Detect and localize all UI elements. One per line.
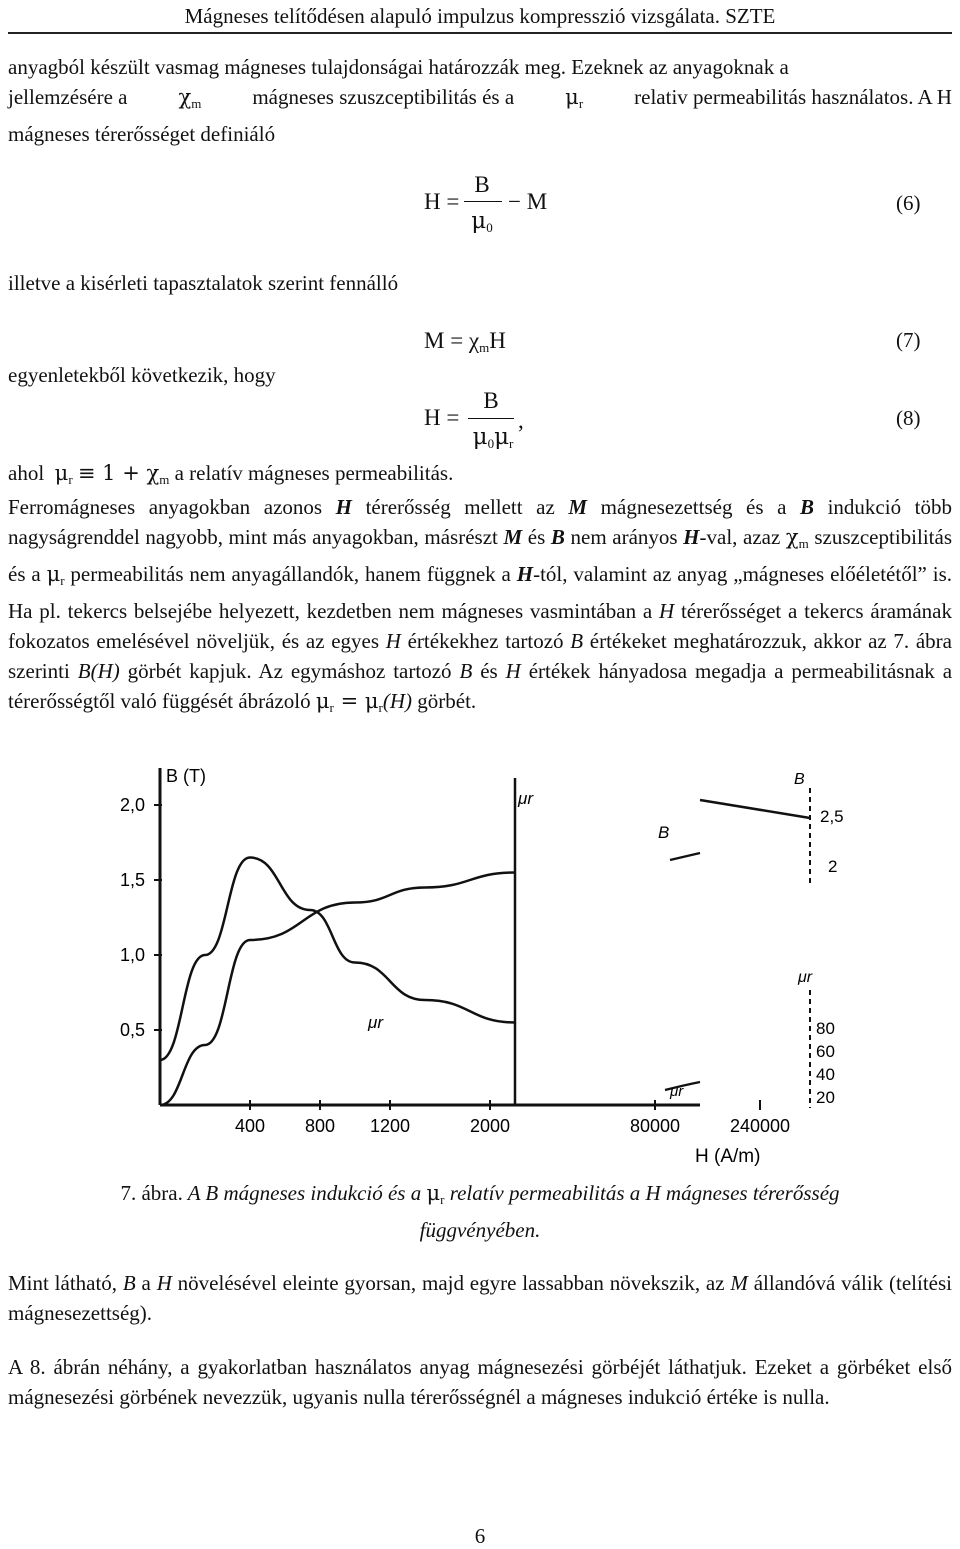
left-chart <box>120 766 790 1167</box>
h-tick-label: 240000 <box>729 1116 791 1136</box>
eq7-number: (7) <box>896 328 921 352</box>
h-tick-label: 2000 <box>469 1116 511 1136</box>
curve-label-mu-right: μr <box>670 1083 684 1100</box>
caption-line-2: függvényében. <box>419 1218 541 1242</box>
intro-line-2: jellemzésére a $\chi_m$ mágneses szuszceptibilitás és a $\mu_r$ relativ permeabilitás használatos. A H <box>8 85 952 111</box>
mu-curve <box>160 858 515 1061</box>
mu-axis-label: μr <box>518 789 533 808</box>
b-axis-label: B (T) <box>166 766 206 786</box>
h-tick-label: 400 <box>234 1116 266 1136</box>
right-axes <box>700 771 844 1108</box>
text-egyenletekbol: egyenletekből következik, hogy <box>8 363 276 387</box>
paragraph-intro <box>8 52 952 149</box>
eq8-lhs: H = <box>424 405 460 430</box>
right-mu-tick-20: 20 <box>816 1088 835 1107</box>
eq8-fraction-bar <box>468 418 514 419</box>
eq6-numerator: B <box>474 172 490 197</box>
h-tick-label: 80000 <box>629 1116 681 1136</box>
right-b-tick-2: 2 <box>828 857 838 876</box>
page-number: 6 <box>474 1524 486 1548</box>
right-mu-label: μr <box>798 969 813 986</box>
b-tick-label: 0,5 <box>120 1020 146 1040</box>
figure-caption <box>0 1178 960 1246</box>
eq6-tail: − M <box>508 189 548 214</box>
caption-line-1: 7. ábra. A B mágneses indukció és a $\mu_r$ relatív permeabilitás a H mágneses térerősség <box>120 1181 840 1207</box>
h-tick-label: 800 <box>304 1116 336 1136</box>
b-tick-labels <box>120 795 162 1040</box>
b-tick-label: 1,0 <box>120 945 146 965</box>
curve-label-mu: μr <box>368 1013 383 1032</box>
curve-label-b: B <box>658 823 670 842</box>
right-b-label: B <box>794 771 805 788</box>
eq6-denominator: $\mu_0$ <box>471 208 493 235</box>
eq6-lhs: H = <box>424 189 460 214</box>
intro-line-1: anyagból készült vasmag mágneses tulajdonságai határozzák meg. Ezeknek az anyagoknak a <box>8 55 789 79</box>
b-tick-label: 2,0 <box>120 795 146 815</box>
right-mu-tick-60: 60 <box>816 1042 835 1061</box>
eq8-comma: , <box>518 408 524 433</box>
intro-line-3: mágneses térerősséget definiáló <box>8 122 276 146</box>
paragraph-saturation: Mint látható, B a H növelésével eleinte gyorsan, majd egyre lassabban növekszik, az M állandóvá válik (telítési mágnesezettség). <box>8 1271 952 1325</box>
h-axis-label: H (A/m) <box>695 1146 761 1167</box>
paragraph-ferromagnetic: Ferromágneses anyagokban azonos H térerősség mellett az M mágnesezettség és a B indukció több nagyságrenddel nagyobb, mint más anyagokban, másrészt M és B nem arányos H-val, azaz $\chi_m$ szuszceptibilitás és a $\mu_r$ permeabilitás nem anyagállandók, hanem függnek a H-tól, valamint az anyag „mágneses előéletétől” is. Ha pl. tekercs belsejébe helyezett, kezdetben nem mágneses vasmintában a H térerősséget a tekercs áramának fokozatos emelésével növeljük, és az egyes H értékekhez tartozó B értékeket meghatározzuk, akkor az 7. ábra szerinti B(H) görbét kapjuk. Az egymáshoz tartozó B és H értékek hányadosa megadja a permeabilitásnak a térerősségtől való függését ábrázoló $\mu_r = \mu_r(H)$ görbét. <box>8 495 953 715</box>
running-header: Mágneses telítődésen alapuló impulzus kompresszió vizsgálata. SZTE <box>184 4 776 28</box>
right-mu-tick-80: 80 <box>816 1019 835 1038</box>
paragraph-fig8: A 8. ábrán néhány, a gyakorlatban használatos anyag mágnesezési görbéjét láthatjuk. Ezeket a görbéket első mágnesezési görbének nevezzük, ugyanis nulla térerősségnél a mágneses indukció értéke is nulla. <box>8 1355 952 1409</box>
eq7: $M = \chi_mH$ <box>424 328 506 355</box>
b-saturated-segment <box>670 853 700 860</box>
text-illetve: illetve a kisérleti tapasztalatok szerint fennálló <box>8 271 399 295</box>
right-mu-tick-40: 40 <box>816 1065 835 1084</box>
b-curve-saturation <box>700 800 810 818</box>
b-curve <box>160 873 515 1106</box>
header-rule <box>8 32 952 34</box>
right-b-tick-1: 2,5 <box>820 807 844 826</box>
h-tick-label: 1200 <box>369 1116 411 1136</box>
eq6-fraction-bar <box>464 201 502 202</box>
eq8-denominator: $\mu_0\mu_r$ <box>472 424 514 451</box>
figure-7-chart <box>110 760 850 1170</box>
ahol-line: ahol $\mu_r \equiv 1 + \chi_m$ a relatív mágneses permeabilitás. <box>8 461 454 487</box>
eq6-number: (6) <box>896 191 921 215</box>
b-tick-label: 1,5 <box>120 870 146 890</box>
eq8-number: (8) <box>896 406 921 430</box>
eq8-numerator: B <box>483 388 499 413</box>
